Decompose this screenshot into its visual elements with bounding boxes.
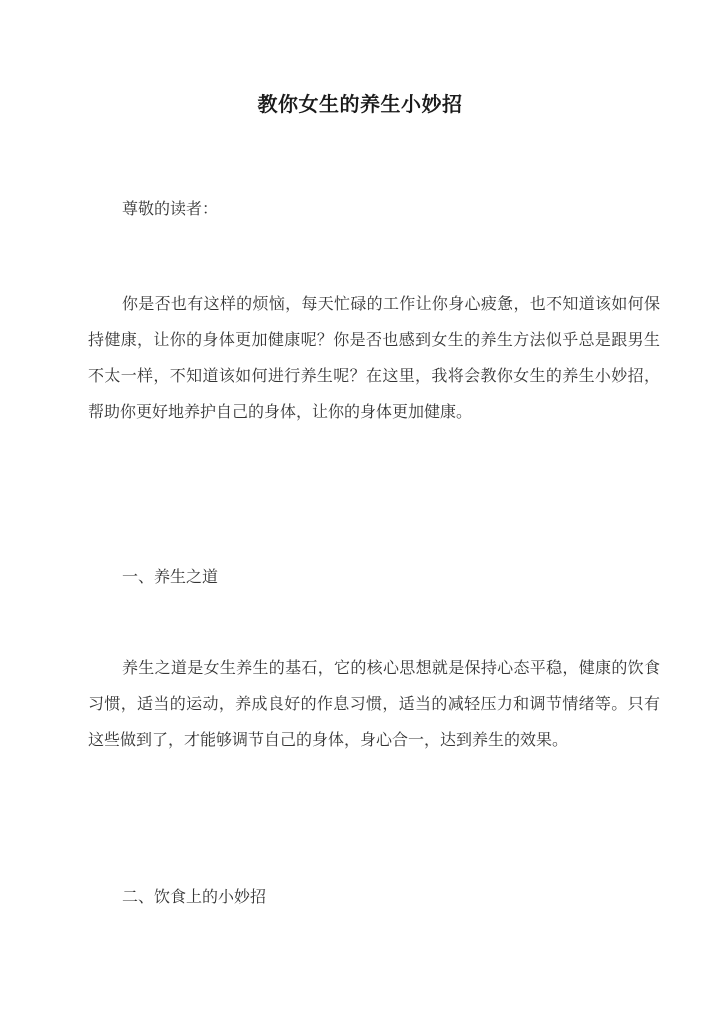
salutation: 尊敬的读者：: [122, 199, 219, 218]
intro-paragraph: 你是否也有这样的烦恼，每天忙碌的工作让你身心疲惫，也不知道该如何保持健康，让你的身体更加健康呢？你是否也感到女生的养生方法似乎总是跟男生不太一样，不知道该如何进行养生呢？在这里，我将会教你女生的养生小妙招，帮助你更好地养护自己的身体，让你的身体更加健康。: [88, 294, 660, 421]
page-title: 教你女生的养生小妙招: [257, 92, 463, 116]
section-heading-2: 二、饮食上的小妙招: [122, 887, 267, 906]
section-paragraph-1: 养生之道是女生养生的基石，它的核心思想就是保持心态平稳，健康的饮食习惯，适当的运动，养成良好的作息习惯，适当的减轻压力和调节情绪等。只有这些做到了，才能够调节自己的身体，身心合一，达到养生的效果。: [88, 658, 660, 749]
section-heading-1: 一、养生之道: [122, 567, 219, 586]
